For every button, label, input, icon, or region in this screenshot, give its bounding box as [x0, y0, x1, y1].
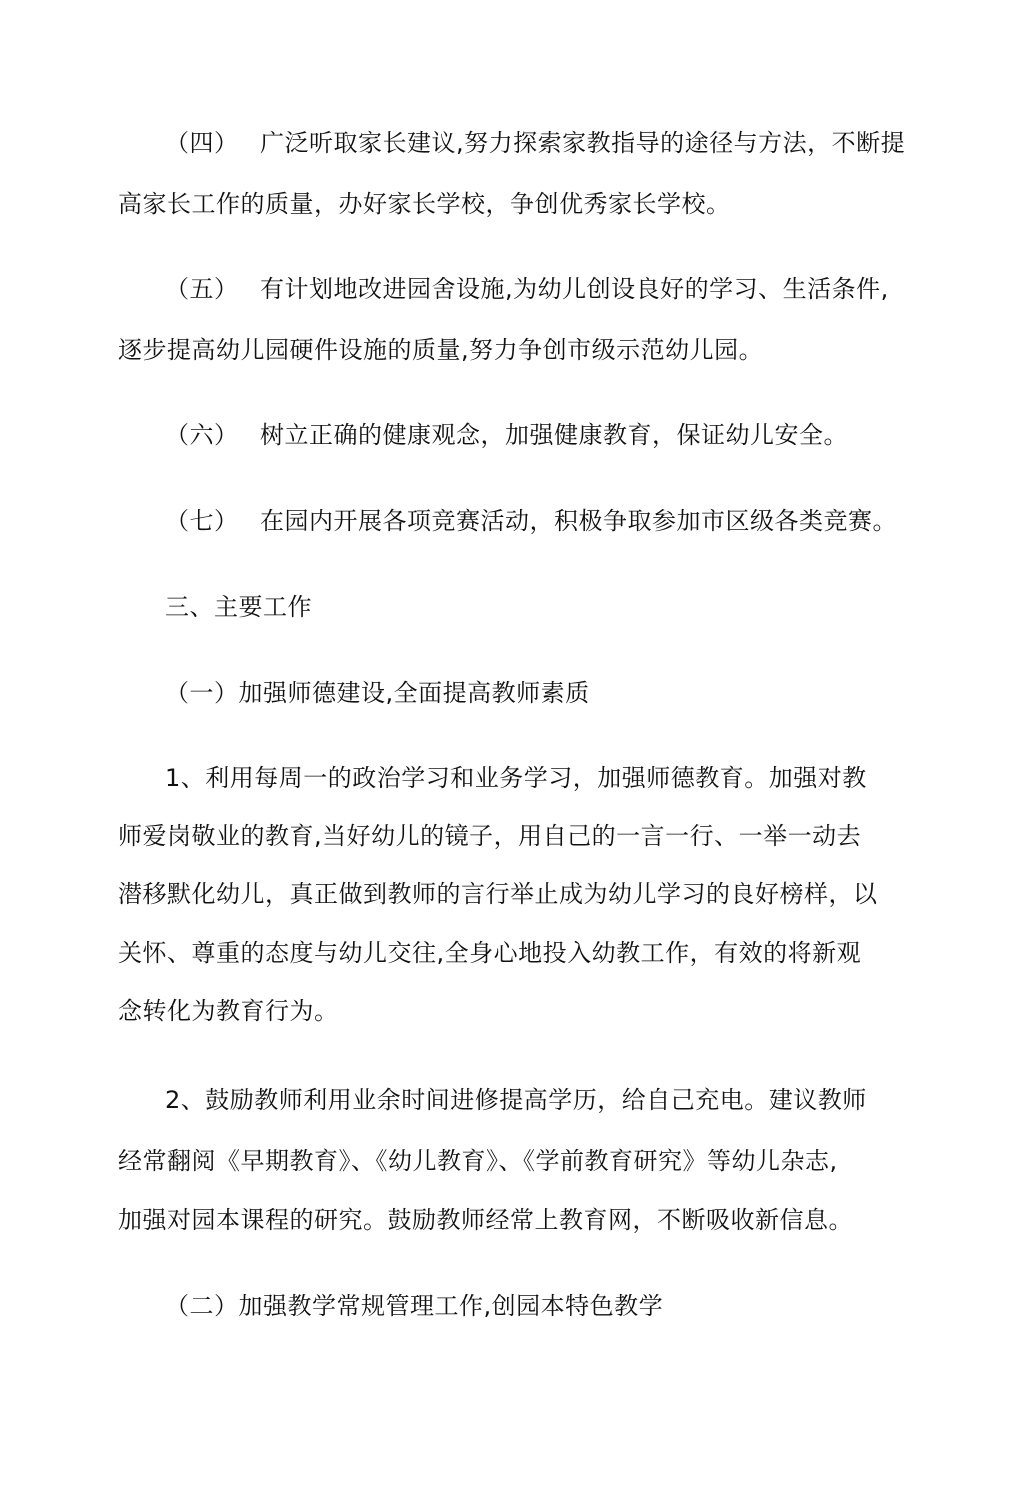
- item-2-line-1: 2、鼓励教师利用业余时间进修提高学历，给自己充电。建议教师: [165, 1086, 867, 1114]
- goal-6-label: （六）: [165, 421, 239, 449]
- subsection-2-heading: （二）加强教学常规管理工作,创园本特色教学: [165, 1292, 664, 1320]
- goal-6-text-1: 树立正确的健康观念，加强健康教育，保证幼儿安全。: [260, 421, 848, 449]
- item-1-line-1: 1、利用每周一的政治学习和业务学习，加强师德教育。加强对教: [165, 764, 867, 792]
- section-heading: 三、主要工作: [165, 593, 312, 621]
- goal-4-line-1: [165, 127, 905, 159]
- goal-5-text-1: 有计划地改进园舍设施,为幼儿创设良好的学习、生活条件,: [260, 275, 889, 303]
- goal-7-line-1: [165, 505, 897, 537]
- goal-5-line-2: 逐步提高幼儿园硬件设施的质量,努力争创市级示范幼儿园。: [118, 336, 764, 364]
- goal-7-text-1: 在园内开展各项竞赛活动，积极争取参加市区级各类竞赛。: [260, 507, 897, 535]
- goal-4-text-1: 广泛听取家长建议,努力探索家教指导的途径与方法，不断提: [260, 129, 906, 157]
- goal-4-line-2: 高家长工作的质量，办好家长学校，争创优秀家长学校。: [118, 190, 731, 218]
- goal-7-label: （七）: [165, 507, 239, 535]
- subsection-1-heading: （一）加强师德建设,全面提高教师素质: [165, 679, 590, 707]
- item-1-line-3: 潜移默化幼儿，真正做到教师的言行举止成为幼儿学习的良好榜样，以: [118, 880, 878, 908]
- goal-4-label: （四）: [165, 129, 239, 157]
- goal-5-line-1: [165, 273, 889, 305]
- item-1-line-5: 念转化为教育行为。: [118, 997, 339, 1025]
- goal-5-label: （五）: [165, 275, 239, 303]
- item-2-line-2: 经常翻阅《早期教育》、《幼儿教育》、《学前教育研究》等幼儿杂志,: [118, 1147, 838, 1175]
- item-1-line-4: 关怀、尊重的态度与幼儿交往,全身心地投入幼教工作，有效的将新观: [118, 939, 862, 967]
- goal-6-line-1: [165, 419, 848, 451]
- item-1-line-2: 师爱岗敬业的教育,当好幼儿的镜子，用自己的一言一行、一举一动去: [118, 822, 862, 850]
- item-2-line-3: 加强对园本课程的研究。鼓励教师经常上教育网，不断吸收新信息。: [118, 1206, 853, 1234]
